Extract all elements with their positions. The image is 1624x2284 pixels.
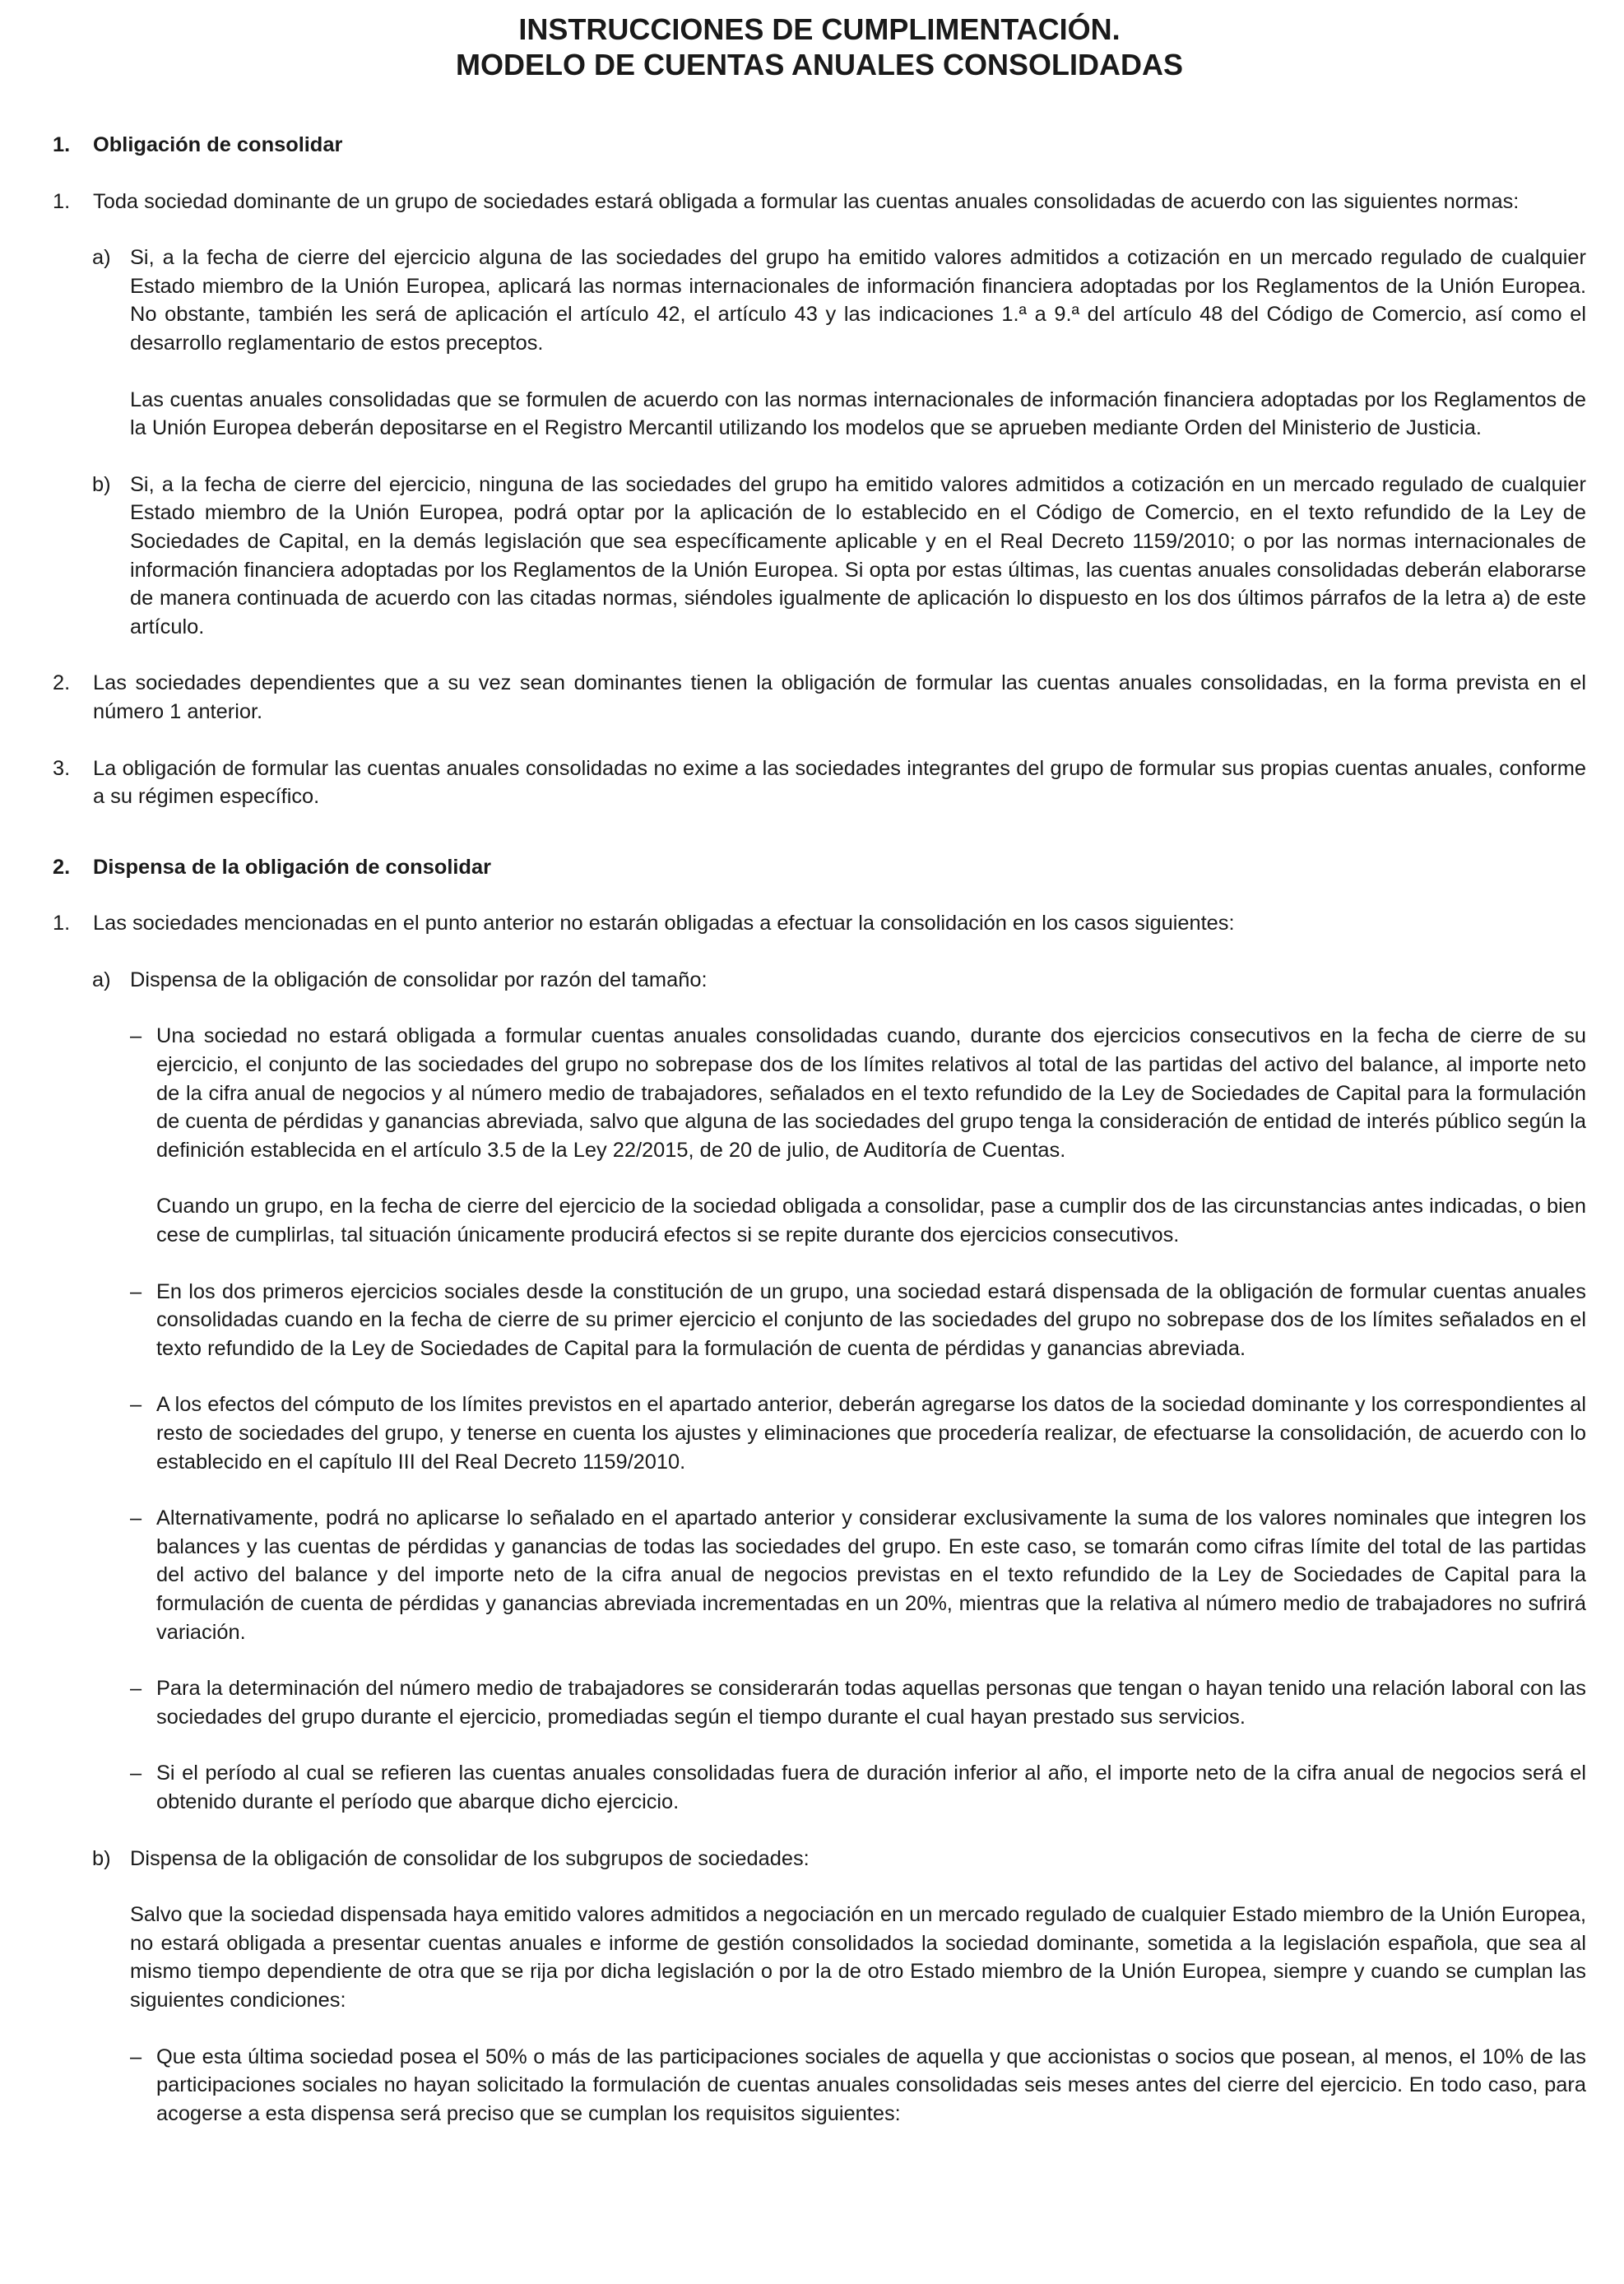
item-number: 3.	[53, 756, 71, 780]
dash-text: Que esta última sociedad posea el 50% o más de las participaciones sociales de aquella y que accionistas o socios que posean, al menos, el 10% de las participaciones sociales no hayan solicitado la formulación de cuentas anuales consolidadas seis meses antes del cierre del ejercicio. En todo caso, para acogerse a esta dispensa será preciso que se cumplan los requisitos siguientes:	[156, 2045, 1586, 2125]
sec2-a-dash-5	[130, 1674, 1586, 1731]
sec1-item-2	[53, 669, 1586, 726]
sec2-a-dash-6	[130, 1759, 1586, 1816]
dash-text: Alternativamente, podrá no aplicarse lo señalado en el apartado anterior y considerar exclusivamente la suma de los valores nominales que integren los balances y las cuentas de pérdidas y ganancias de todas las sociedades del grupo. En este caso, se tomarán como cifras límite del total de las partidas del activo del balance y del importe neto de la cifra anual de negocios previstas en el texto refundido de la Ley de Sociedades de Capital para la formulación de cuenta de pérdidas y ganancias abreviada incrementadas en un 20%, mientras que la relativa al número medio de trabajadores no sufrirá variación.	[156, 1506, 1586, 1644]
item-text: Las sociedades dependientes que a su vez sean dominantes tienen la obligación de formular las cuentas anuales consolidadas, en la forma prevista en el número 1 anterior.	[93, 671, 1586, 723]
sec1-item-1-a	[92, 244, 1586, 357]
sec2-a-dash-1	[130, 1022, 1586, 1164]
sub-letter: a)	[92, 968, 111, 991]
dash-bullet: –	[130, 1506, 142, 1530]
dash-bullet: –	[130, 1024, 142, 1048]
title-line-2: MODELO DE CUENTAS ANUALES CONSOLIDADAS	[455, 48, 1184, 81]
sub-text: Dispensa de la obligación de consolidar por razón del tamaño:	[130, 968, 708, 991]
section-title: Obligación de consolidar	[93, 133, 343, 156]
dash-bullet: –	[130, 1279, 142, 1303]
section-number: 1.	[53, 133, 71, 156]
sub-letter: a)	[92, 246, 111, 270]
dash-text: En los dos primeros ejercicios sociales desde la constitución de un grupo, una sociedad estará dispensada de la obligación de formular cuentas anuales consolidadas cuando en la fecha de cierre de su primer ejercicio el conjunto de las sociedades del grupo no sobrepase dos de los límites señalados en el texto refundido de la Ley de Sociedades de Capital para la formulación de cuenta de pérdidas y ganancias abreviada.	[156, 1279, 1586, 1360]
sec1-item-1-a-para-2: Las cuentas anuales consolidadas que se formulen de acuerdo con las normas internacionales de información financiera adoptadas por los Reglamentos de la Unión Europea deberán depositarse en el Registro Mercantil utilizando los modelos que se aprueben mediante Orden del Ministerio de Justicia.	[130, 388, 1586, 440]
section-title: Dispensa de la obligación de consolidar	[93, 855, 491, 879]
dash-text: Si el período al cual se refieren las cuentas anuales consolidadas fuera de duración inferior al año, el importe neto de la cifra anual de negocios será el obtenido durante el período que abarque dicho ejercicio.	[156, 1762, 1586, 1813]
dash-text: Una sociedad no estará obligada a formular cuentas anuales consolidadas cuando, durante dos ejercicios consecutivos en la fecha de cierre de su ejercicio, el conjunto de las sociedades del grupo no sobrepase dos de los límites relativos al total de las partidas del activo del balance, al importe neto de la cifra anual de negocios y al número medio de trabajadores, señalados en el texto refundido de la Ley de Sociedades de Capital para la formulación de cuenta de pérdidas y ganancias abreviada, salvo que alguna de las sociedades del grupo tenga la consideración de entidad de interés público según la definición establecida en el artículo 3.5 de la Ley 22/2015, de 20 de julio, de Auditoría de Cuentas.	[156, 1024, 1586, 1162]
item-number: 1.	[53, 912, 71, 935]
sec2-item-1-b	[92, 1845, 1586, 1873]
dash-bullet: –	[130, 1762, 142, 1785]
dash-text: Para la determinación del número medio de trabajadores se considerarán todas aquellas personas que tengan o hayan tenido una relación laboral con las sociedades del grupo durante el ejercicio, promediadas según el tiempo durante el cual hayan prestado sus servicios.	[156, 1677, 1586, 1729]
sec1-item-1	[53, 188, 1586, 216]
item-text: La obligación de formular las cuentas anuales consolidadas no exime a las sociedades integrantes del grupo de formular sus propias cuentas anuales, conforme a su régimen específico.	[93, 756, 1586, 809]
item-text: Las sociedades mencionadas en el punto anterior no estarán obligadas a efectuar la consolidación en los casos siguientes:	[93, 912, 1235, 935]
dash-bullet: –	[130, 1393, 142, 1417]
sec2-item-1	[53, 909, 1586, 938]
sec2-a-dash-1-para-2: Cuando un grupo, en la fecha de cierre del ejercicio de la sociedad obligada a consolidar, pase a cumplir dos de las circunstancias antes indicadas, o bien cese de cumplirlas, tal situación únicamente producirá efectos si se repite durante dos ejercicios consecutivos.	[156, 1195, 1586, 1247]
sub-letter: b)	[92, 472, 111, 496]
section-number: 2.	[53, 855, 71, 879]
section-1-heading	[53, 131, 1586, 160]
sec1-item-1-b	[92, 471, 1586, 642]
document-title	[53, 12, 1586, 82]
title-line-1: INSTRUCCIONES DE CUMPLIMENTACIÓN.	[518, 12, 1121, 46]
dash-text: A los efectos del cómputo de los límites previstos en el apartado anterior, deberán agregarse los datos de la sociedad dominante y los correspondientes al resto de sociedades del grupo, y tenerse en cuenta los ajustes y eliminaciones que procedería realizar, de efectuarse la consolidación, de acuerdo con lo establecido en el capítulo III del Real Decreto 1159/2010.	[156, 1393, 1586, 1474]
item-text: Toda sociedad dominante de un grupo de sociedades estará obligada a formular las cuentas anuales consolidadas de acuerdo con las siguientes normas:	[93, 189, 1520, 213]
sec1-item-3	[53, 754, 1586, 811]
sub-text: Si, a la fecha de cierre del ejercicio, ninguna de las sociedades del grupo ha emitido valores admitidos a cotización en un mercado regulado de cualquier Estado miembro de la Unión Europea, podrá optar por la aplicación de lo establecido en el Código de Comercio, en el texto refundido de la Ley de Sociedades de Capital, en la demás legislación que sea específicamente aplicable y en el Real Decreto 1159/2010; o por las normas internacionales de información financiera adoptadas por los Reglamentos de la Unión Europea. Si opta por estas últimas, las cuentas anuales consolidadas deberán elaborarse de manera continuada de acuerdo con las citadas normas, siéndoles igualmente de aplicación lo dispuesto en los dos últimos párrafos de la letra a) de este artículo.	[130, 472, 1586, 638]
sec2-b-dash-1	[130, 2043, 1586, 2128]
sec2-item-1-a	[92, 966, 1586, 995]
dash-bullet: –	[130, 2045, 142, 2068]
sub-text: Si, a la fecha de cierre del ejercicio alguna de las sociedades del grupo ha emitido valores admitidos a cotización en un mercado regulado de cualquier Estado miembro de la Unión Europea, aplicará las normas internacionales de información financiera adoptadas por los Reglamentos de la Unión Europea. No obstante, también les será de aplicación el artículo 42, el artículo 43 y las indicaciones 1.ª a 9.ª del artículo 48 del Código de Comercio, así como el desarrollo reglamentario de estos preceptos.	[130, 246, 1586, 355]
item-number: 2.	[53, 671, 71, 695]
dash-bullet: –	[130, 1677, 142, 1701]
sub-text: Dispensa de la obligación de consolidar de los subgrupos de sociedades:	[130, 1846, 810, 1870]
sec2-a-dash-4	[130, 1504, 1586, 1646]
sec2-b-para: Salvo que la sociedad dispensada haya emitido valores admitidos a negociación en un mercado regulado de cualquier Estado miembro de la Unión Europea, no estará obligada a presentar cuentas anuales e informe de gestión consolidados la sociedad dominante, sometida a la legislación española, que sea al mismo tiempo dependiente de otra que se rija por dicha legislación o por la de otro Estado miembro de la Unión Europea, siempre y cuando se cumplan las siguientes condiciones:	[130, 1903, 1586, 2012]
section-2-heading	[53, 853, 1586, 882]
sec2-a-dash-3	[130, 1390, 1586, 1476]
sub-letter: b)	[92, 1846, 111, 1870]
sec2-a-dash-2	[130, 1278, 1586, 1363]
item-number: 1.	[53, 189, 71, 213]
